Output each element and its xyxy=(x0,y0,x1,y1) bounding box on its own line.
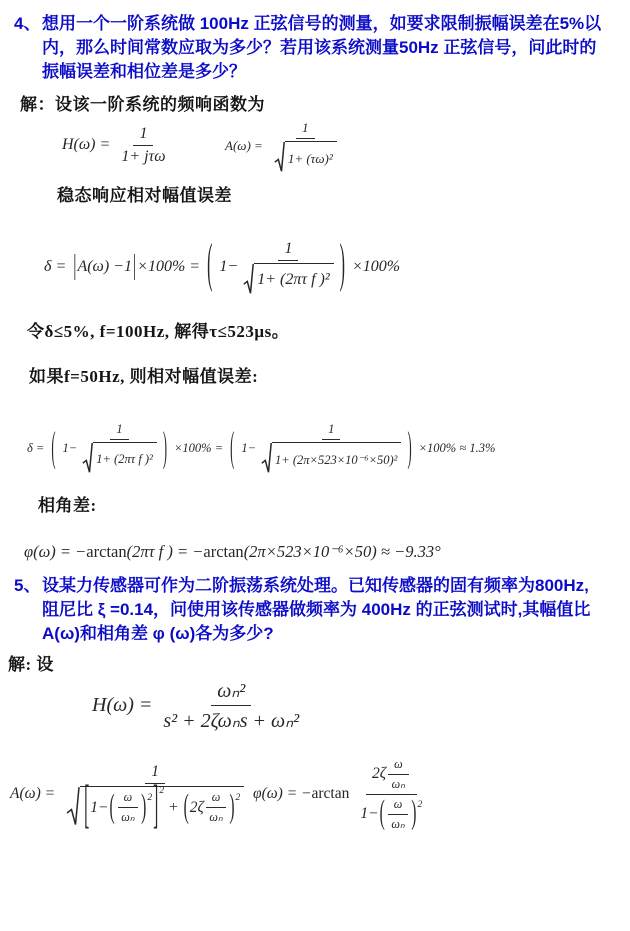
formula-lhs: δ = xyxy=(44,258,67,275)
question-4-line-1: 想用一个一阶系统做 100Hz 正弦信号的测量，如要求限制振幅误差在5%以 xyxy=(42,14,602,33)
formula-phi-1 xyxy=(24,538,441,566)
big-right-paren: ) xyxy=(339,236,345,295)
big-left-paren: ( xyxy=(51,422,56,471)
fraction-numerator: ω xyxy=(206,790,227,808)
radicand: 1+ (2πτ f )² xyxy=(93,442,157,473)
fraction-numerator: 1 xyxy=(278,240,298,261)
formula-delta-2 xyxy=(27,416,495,480)
fraction-numerator xyxy=(366,757,417,795)
superscript-2: 2 xyxy=(235,791,241,803)
fraction-numerator: ωₙ² xyxy=(211,678,251,706)
fraction xyxy=(272,120,339,172)
big-left-paren: ( xyxy=(230,422,235,471)
question-4-line-3: 振幅误差和相位差是多少？ xyxy=(42,62,246,81)
left-paren: ( xyxy=(379,794,385,832)
fraction xyxy=(64,762,246,835)
question-5-text xyxy=(42,574,590,646)
superscript-2: 2 xyxy=(417,798,423,810)
fraction-numerator: 1 xyxy=(296,120,315,139)
fraction-denominator: ωₙ xyxy=(209,810,223,824)
fraction-denominator: ωₙ xyxy=(391,816,405,831)
fraction-denominator: ωₙ xyxy=(391,776,405,791)
solution-5-intro: 解: 设 xyxy=(8,655,54,674)
omega-ratio xyxy=(388,797,409,832)
one-minus: 1− xyxy=(62,440,78,455)
arctan: arctan xyxy=(311,785,350,802)
two-zeta: 2ζ xyxy=(189,798,204,816)
fraction-numerator: ω xyxy=(118,790,139,808)
radicand: 1+ (2πτ f )² xyxy=(254,263,333,294)
square-root xyxy=(261,442,401,473)
sqrt-sign xyxy=(261,442,272,473)
formula-lhs: δ = xyxy=(27,440,45,455)
formula-first-order-A xyxy=(225,121,342,171)
fraction-numerator: 1 xyxy=(110,422,128,440)
abs-bar: | xyxy=(73,250,77,282)
big-right-bracket: ] xyxy=(153,776,159,835)
sqrt-sign xyxy=(274,141,285,172)
phi-lhs: φ(ω) = − xyxy=(253,785,312,802)
amplitude-error-heading: 稳态响应相对幅值误差 xyxy=(57,186,232,205)
fraction-denominator xyxy=(259,440,403,473)
fraction-numerator: ω xyxy=(388,797,409,815)
question-5-line-1: 设某力传感器可作为二阶振荡系统处理。已知传感器的固有频率为800Hz, xyxy=(42,576,589,595)
fraction-denominator: s² + 2ζωₙs + ωₙ² xyxy=(163,709,300,732)
abs-bar: | xyxy=(132,250,137,282)
result: ×100% ≈ 1.3% xyxy=(418,440,496,455)
radicand: 1+ (τω)² xyxy=(285,141,337,172)
phase-heading: 相角差: xyxy=(38,496,97,515)
radicand xyxy=(80,776,244,835)
right-paren: ) xyxy=(229,787,235,826)
one-minus: 1− xyxy=(219,258,239,275)
question-4-number: 4、 xyxy=(14,14,41,33)
superscript-2: 2 xyxy=(147,791,153,803)
square-root xyxy=(66,776,244,835)
fraction xyxy=(241,240,335,294)
equals-times: ×100% = xyxy=(174,440,224,455)
times-100: ×100% xyxy=(351,258,401,275)
phi-result: (2π×523×10⁻⁶×50) ≈ −9.33° xyxy=(243,542,441,561)
fraction-denominator xyxy=(64,776,246,835)
question-4-text xyxy=(42,12,601,84)
fraction-denominator: ωₙ xyxy=(121,810,135,824)
fraction xyxy=(161,678,301,733)
question-5 xyxy=(14,574,626,646)
question-5-number: 5、 xyxy=(14,576,41,595)
left-paren: ( xyxy=(183,787,189,826)
two-zeta: 2ζ xyxy=(372,765,387,782)
formula-lhs: H(ω) = xyxy=(62,136,111,153)
one-minus: 1− xyxy=(360,805,379,822)
formula-lhs: A(ω) = xyxy=(225,138,263,153)
fraction-denominator xyxy=(272,139,339,172)
formula-second-order-H xyxy=(92,666,304,744)
plus: + xyxy=(168,798,179,816)
fraction xyxy=(80,422,159,473)
solution-4-intro: 解：设该一阶系统的频响函数为 xyxy=(20,95,265,114)
left-paren: ( xyxy=(109,787,115,826)
fraction xyxy=(119,125,167,166)
arctan: arctan xyxy=(203,542,244,561)
big-left-paren: ( xyxy=(207,236,213,295)
question-4-line-2: 内，那么时间常数应取为多少？若用该系统测量50Hz 正弦信号，问此时的 xyxy=(42,38,597,57)
formula-second-order-phi xyxy=(253,740,427,848)
omega-ratio xyxy=(118,790,139,825)
fraction-numerator: 1 xyxy=(145,763,165,784)
fraction-numerator: 1 xyxy=(133,125,153,146)
fraction-denominator xyxy=(80,440,159,473)
sqrt-sign xyxy=(82,442,93,473)
square-root xyxy=(274,141,337,172)
formula-lhs: H(ω) = xyxy=(92,693,153,716)
tau-result-line: 令δ≤5%, f=100Hz, 解得τ≤523μs。 xyxy=(27,322,290,341)
phi-mid: (2πτ f ) = − xyxy=(126,542,204,561)
one-minus: 1− xyxy=(90,798,109,816)
square-root xyxy=(82,442,157,473)
big-right-paren: ) xyxy=(162,422,167,471)
fraction-denominator xyxy=(358,795,424,832)
one-minus: 1− xyxy=(241,440,257,455)
fraction-numerator: ω xyxy=(388,757,409,775)
superscript-2: 2 xyxy=(159,784,165,796)
square-root xyxy=(243,263,333,294)
question-4 xyxy=(14,12,622,84)
formula-lhs: A(ω) = xyxy=(10,785,56,802)
fraction-denominator: 1+ jτω xyxy=(121,147,166,165)
sqrt-sign xyxy=(243,263,254,294)
right-paren: ) xyxy=(411,794,417,832)
big-right-paren: ) xyxy=(407,422,412,471)
abs-content: A(ω) −1 xyxy=(77,258,132,275)
radicand: 1+ (2π×523×10⁻⁶×50)² xyxy=(272,442,401,473)
phi-lhs: φ(ω) = − xyxy=(24,542,87,561)
sqrt-sign xyxy=(66,786,80,826)
equals-times: ×100% = xyxy=(137,258,201,275)
fraction-denominator xyxy=(241,261,335,294)
omega-ratio xyxy=(388,757,409,792)
fraction xyxy=(358,757,424,832)
fraction-numerator: 1 xyxy=(322,422,340,440)
formula-first-order-H xyxy=(62,119,171,171)
f50-line: 如果f=50Hz, 则相对幅值误差: xyxy=(29,367,259,386)
question-5-line-2: 阻尼比 ξ =0.14，问使用该传感器做频率为 400Hz 的正弦测试时,其幅值比 xyxy=(42,600,591,619)
arctan: arctan xyxy=(86,542,127,561)
formula-second-order-A xyxy=(10,740,249,848)
omega-ratio xyxy=(206,790,227,825)
right-paren: ) xyxy=(141,787,147,826)
fraction xyxy=(259,422,403,473)
big-left-bracket: [ xyxy=(84,776,90,835)
question-5-line-3: A(ω)和相角差 φ (ω)各为多少? xyxy=(42,624,274,643)
formula-delta-1 xyxy=(44,229,400,305)
